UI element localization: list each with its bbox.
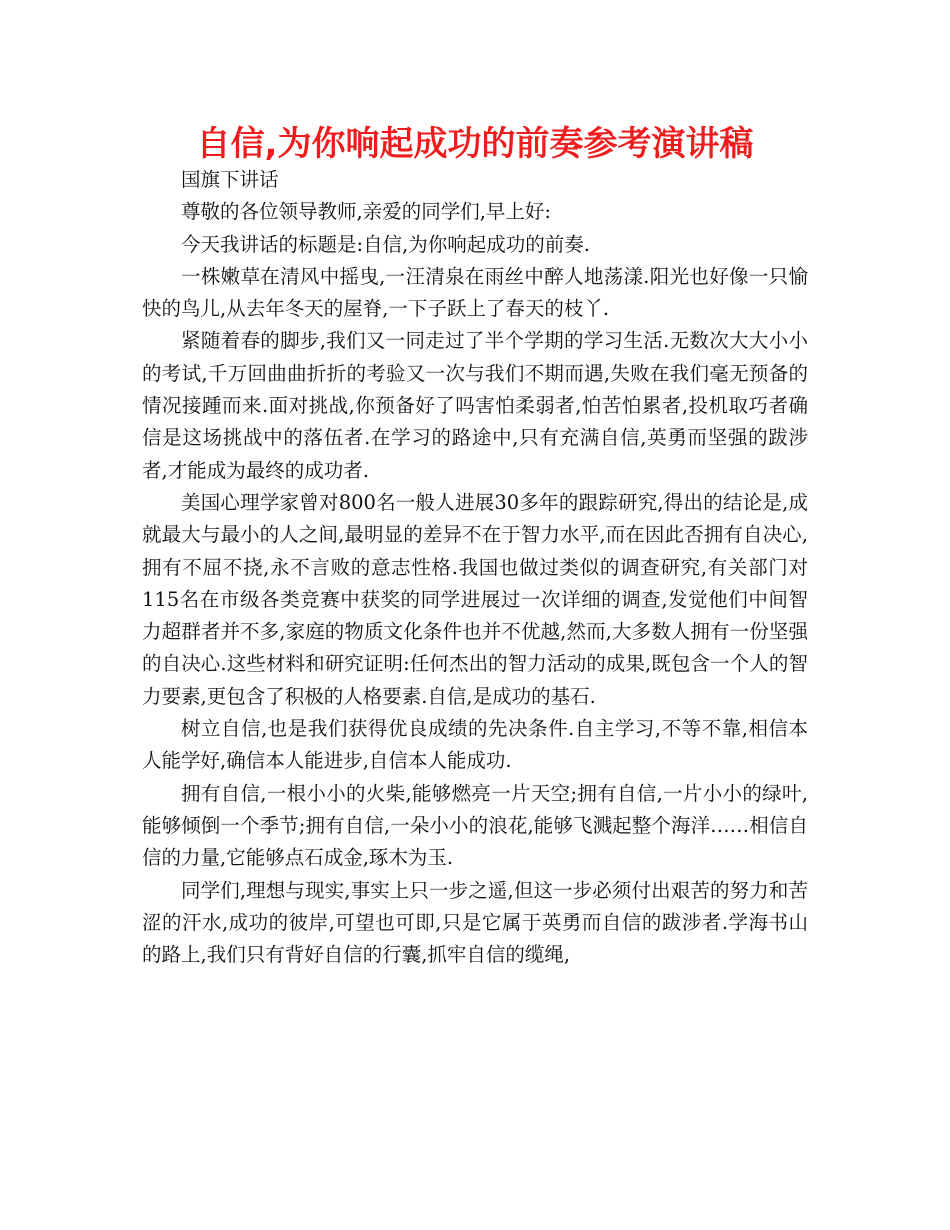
paragraph: 一株嫩草在清风中摇曳,一汪清泉在雨丝中醉人地荡漾.阳光也好像一只愉快的鸟儿,从去年冬天的屋脊,一下子跃上了春天的枝丫. [142, 264, 808, 321]
paragraph-topic: 今天我讲话的标题是:自信,为你响起成功的前奏. [181, 232, 590, 256]
paragraph: 拥有自信,一根小小的火柴,能够燃亮一片天空;拥有自信,一片小小的绿叶,能够倾倒一个季节;拥有自信,一朵小小的浪花,能够飞溅起整个海洋……相信自信的力量,它能够点石成金,琢木为玉. [142, 781, 808, 870]
document-body [142, 164, 808, 971]
paragraph: 紧随着春的脚步,我们又一同走过了半个学期的学习生活.无数次大大小小的考试,千万回曲曲折折的考验又一次与我们不期而遇,失败在我们毫无预备的情况接踵而来.面对挑战,你预备好了吗害怕柔弱者,怕苦怕累者,投机取巧者确信是这场挑战中的落伍者.在学习的路途中,只有充满自信,英勇而坚强的跋涉者,才能成为最终的成功者. [142, 329, 808, 482]
document-title: 自信,为你响起成功的前奏参考演讲稿 [196, 124, 754, 164]
document-subtitle: 国旗下讲话 [181, 168, 279, 191]
paragraph-greeting: 尊敬的各位领导教师,亲爱的同学们,早上好: [181, 200, 551, 224]
paragraph: 同学们,理想与现实,事实上只一步之遥,但这一步必须付出艰苦的努力和苦涩的汗水,成功的彼岸,可望也可即,只是它属于英勇而自信的跋涉者.学海书山的路上,我们只有背好自信的行囊,抓牢自信的缆绳, [142, 878, 808, 967]
paragraph: 美国心理学家曾对800名一般人进展30多年的跟踪研究,得出的结论是,成就最大与最小的人之间,最明显的差异不在于智力水平,而在因此否拥有自决心,拥有不屈不挠,永不言败的意志性格.我国也做过类似的调查研究,有关部门对115名在市级各类竞赛中获奖的同学进展过一次详细的调查,发觉他们中间智力超群者并不多,家庭的物质文化条件也并不优越,然而,大多数人拥有一份坚强的自决心.这些材料和研究证明:任何杰出的智力活动的成果,既包含一个人的智力要素,更包含了积极的人格要素.自信,是成功的基石. [142, 490, 808, 708]
paragraph: 树立自信,也是我们获得优良成绩的先决条件.自主学习,不等不靠,相信本人能学好,确信本人能进步,自信本人能成功. [142, 717, 808, 773]
